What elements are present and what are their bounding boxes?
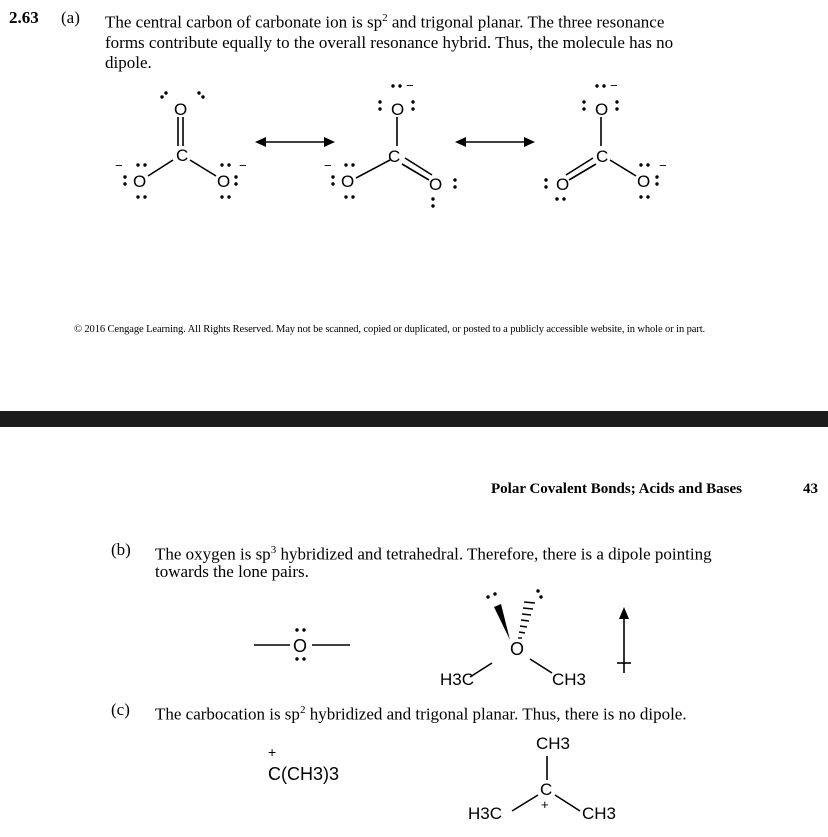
problem-number: 2.63 [9,8,39,27]
ch3-group: CH3 [582,804,617,823]
charge-minus: − [324,158,332,173]
carbocation-diagram [240,725,660,837]
h3c-group: H3C [468,804,503,823]
charge-minus: − [659,158,667,173]
atom-o: O [637,172,651,191]
resonance-arrowhead-right-1 [324,137,335,147]
atom-o: O [556,175,570,194]
atom-c: C [540,780,553,799]
page-divider [0,411,828,427]
part-c-label: (c) [111,700,130,719]
charge-minus: − [239,158,247,173]
running-header: Polar Covalent Bonds; Acids and Bases [491,481,743,497]
atom-o: O [595,100,609,119]
part-a-label: (a) [61,8,80,27]
carbonate-resonance-diagram [0,80,828,210]
part-a-text-line3: dipole. [105,53,152,72]
water-ether-diagram [240,585,660,690]
hashed-bond [518,602,535,638]
copyright-notice: © 2016 Cengage Learning. All Rights Reserved. May not be scanned, copied or duplicated, or posted to a publicly accessible website, in whole or in part. [74,324,706,335]
atom-o: O [510,639,525,659]
atom-o: O [341,172,355,191]
charge-minus: − [610,80,618,93]
part-a-text-line1: The central carbon of carbonate ion is $sp^2$ and trigonal planar. The three resonance [105,12,665,32]
wedge-bond [494,604,510,640]
dipole-arrow [617,615,631,673]
atom-c: C [596,147,609,166]
resonance-arrowhead-left-1 [255,137,266,147]
atom-o: O [391,100,405,119]
atom-c: C [176,146,189,165]
part-b-label: (b) [111,540,131,559]
dipole-arrowhead [619,607,629,619]
part-b-text-line1: The oxygen is $sp^3$ hybridized and tetrahedral. Therefore, there is a dipole pointing [155,544,712,564]
ch3-group: CH3 [552,670,587,689]
atom-c: C [388,147,401,166]
resonance-arrowhead-left-2 [455,137,466,147]
resonance-arrowhead-right-2 [524,137,535,147]
atom-o: O [429,175,443,194]
part-c-text-line1: The carbocation is $sp^2$ hybridized and trigonal planar. Thus, there is no dipole. [155,704,687,724]
atom-o: O [293,636,308,656]
part-b-text-line2: towards the lone pairs. [155,562,309,581]
tert-butyl-cation-label: C(CH3)3 [268,764,340,784]
atom-o: O [217,172,231,191]
atom-o: O [174,100,188,119]
charge-plus: + [268,744,277,760]
ch3-group: CH3 [536,734,571,753]
atom-o: O [133,172,147,191]
charge-plus: + [541,797,549,812]
lone-pairs [486,589,542,598]
charge-minus: − [406,80,414,93]
part-a-text-line2: forms contribute equally to the overall resonance hybrid. Thus, the molecule has no [105,33,674,52]
charge-minus: − [115,158,123,173]
page-number: 43 [803,481,818,497]
h3c-group: H3C [440,670,475,689]
